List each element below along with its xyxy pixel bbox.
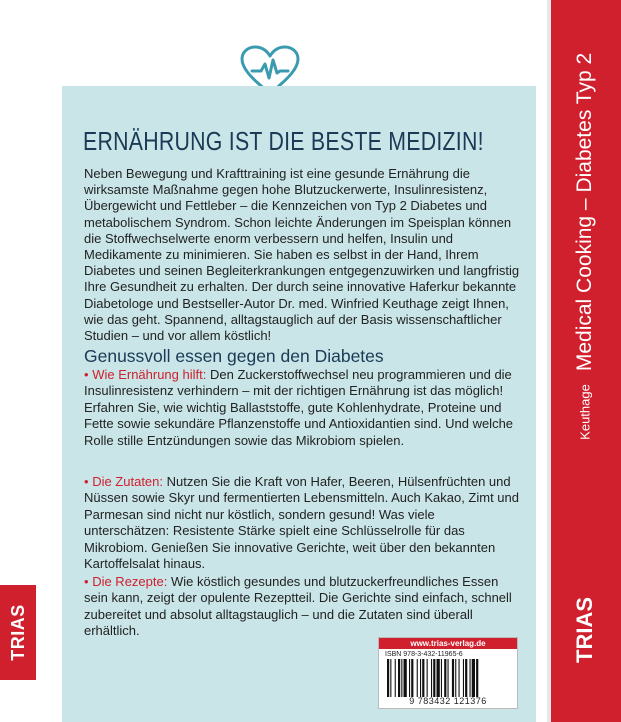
barcode-bar <box>431 659 432 697</box>
barcode-bar <box>455 659 456 697</box>
section-die-rezepte <box>84 574 520 640</box>
section-wie-ernaehrung-hilft <box>84 367 520 449</box>
barcode-bar <box>459 659 460 697</box>
bullet: • <box>84 367 89 382</box>
barcode-bar <box>409 659 410 697</box>
barcode-bar <box>427 659 428 697</box>
barcode-bar <box>404 659 407 697</box>
isbn-label: ISBN 978-3-432-11965-6 <box>385 651 463 658</box>
section-label: Die Rezepte: <box>92 574 168 589</box>
barcode-bar <box>437 659 440 697</box>
barcode-bar <box>448 659 449 697</box>
barcode-bar <box>452 659 454 697</box>
spine-author: Keuthage <box>577 384 593 440</box>
spine-publisher: TRIAS <box>572 597 597 663</box>
barcode-bar <box>472 659 475 697</box>
headline: ERNÄHRUNG IST DIE BESTE MEDIZIN! <box>83 126 484 156</box>
barcode-bar <box>463 659 464 697</box>
barcode-bar <box>433 659 435 697</box>
section-label: Wie Ernährung hilft: <box>92 367 207 382</box>
barcode-bar <box>387 659 389 697</box>
barcode-bar <box>417 659 418 697</box>
section-text: Wie köstlich gesundes und blutzuckerfreundliches Essen sein kann, zeigt der opulente Rezeptteil. Die Gerichte sind einfach, schnell zubereitet und absolut alltagstauglich – und die Zutaten sind überall erhältlich. <box>84 574 512 639</box>
barcode-icon <box>387 659 513 697</box>
subheading: Genussvoll essen gegen den Diabetes <box>84 346 384 366</box>
barcode-bar <box>470 659 471 697</box>
barcode-bar <box>411 659 413 697</box>
section-text: Den Zuckerstoffwechsel neu programmieren und die Insulinresistenz verhindern – mit der richtigen Ernährung ist das möglich! Erfahren Sie, wie wichtig Ballaststoffe, gute Kohlenhydrate, Proteine und Fette sowie sekundäre Pflanzenstoffe und Antioxidantien sind. Und welche Rolle stille Entzündungen sowie das Mikrobiom spielen. <box>84 367 514 448</box>
barcode-bar <box>441 659 442 697</box>
barcode-bar <box>401 659 402 697</box>
barcode-bar <box>420 659 421 697</box>
barcode-bar <box>476 659 478 697</box>
section-text: Nutzen Sie die Kraft von Hafer, Beeren, Hülsenfrüchten und Nüssen sowie Skyr und fermentierten Lebensmitteln. Auch Kakao, Zimt und Parmesan sind nicht nur köstlich, sondern gesund! Was viele unterschätzen: Resistente Stärke spielt eine Schlüsselrolle für das Mikrobiom. Genießen Sie innovative Gerichte, weit über den bekannten Kartoffelsalat hinaus. <box>84 474 519 572</box>
section-die-zutaten <box>84 474 520 572</box>
barcode-bar <box>390 659 391 697</box>
bullet: • <box>84 574 89 589</box>
bullet: • <box>84 474 89 489</box>
section-label: Die Zutaten: <box>92 474 164 489</box>
publisher-badge <box>0 585 36 680</box>
barcode-bar <box>398 659 400 697</box>
barcode-bar <box>465 659 467 697</box>
barcode-bar <box>422 659 424 697</box>
spine-title: Medical Cooking – Diabetes Typ 2 <box>573 52 596 372</box>
publisher-logo: TRIAS <box>7 604 28 661</box>
publisher-url: www.trias-verlag.de <box>379 638 517 649</box>
barcode-box <box>378 637 518 709</box>
intro-paragraph: Neben Bewegung und Krafttraining ist eine gesunde Ernährung die wirksamste Maßnahme gegen hohe Blutzuckerwerte, Insulinresistenz, Übergewicht und Fettleber – die Kennzeichen von Typ 2 Diabetes und metabolischem Syndrom. Schon leichte Änderungen im Speisplan können die Stoffwechselwerte enorm verbessern und helfen, Insulin und Medikamente zu minimieren. Sie haben es selbst in der Hand, Ihrem Diabetes und seinen Begleiterkrankungen entgegenzuwirken und langfristig Ihre Gesundheit zu erhalten. Der durch seine innovative Haferkur bekannte Diabetologe und Bestseller-Autor Dr. med. Winfried Keuthage zeigt Ihnen, wie das geht. Spannend, alltagstauglich auf der Basis wissenschaftlicher Studien – und vor allem köstlich! <box>84 166 520 344</box>
barcode-bar <box>395 659 396 697</box>
barcode-bar <box>444 659 446 697</box>
barcode-number: 9 783432 121376 <box>409 696 487 706</box>
